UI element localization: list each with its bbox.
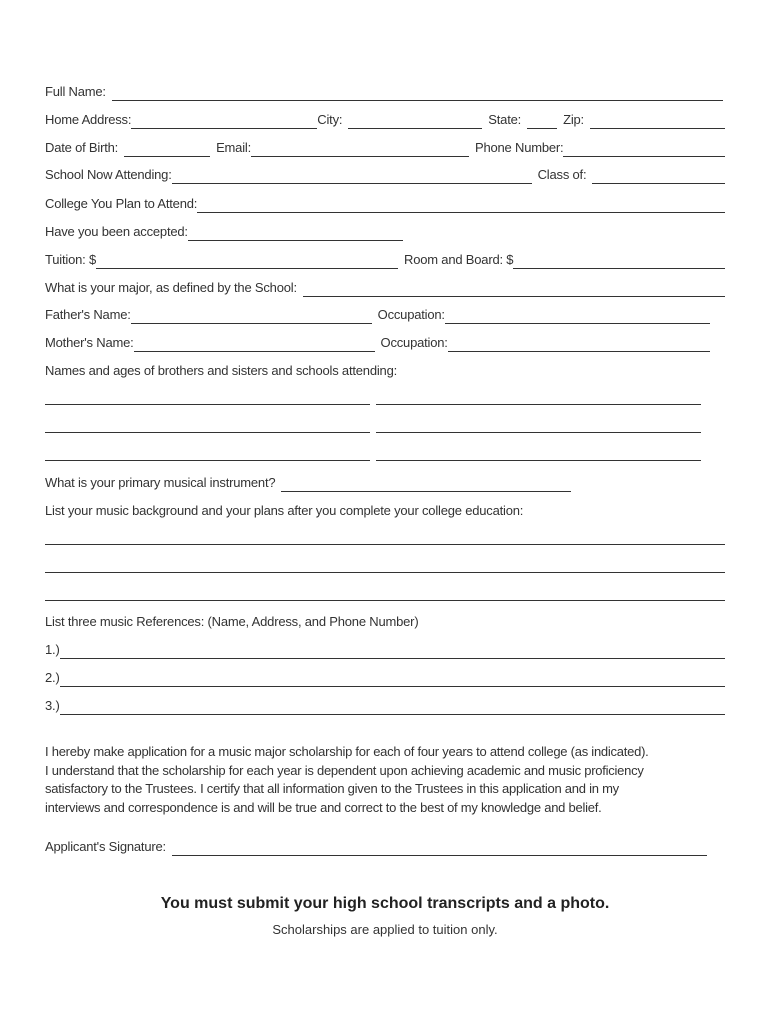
father-occupation-label: Occupation:: [377, 307, 445, 322]
mother-name-field[interactable]: [134, 337, 375, 352]
reference-2-label: 2.): [45, 670, 60, 685]
declaration-paragraph: [45, 743, 725, 817]
home-address-label: Home Address:: [45, 112, 132, 127]
father-name-label: Father's Name:: [45, 307, 131, 322]
music-background-line-1[interactable]: [45, 544, 725, 545]
major-label: What is your major, as defined by the School:: [45, 280, 297, 295]
state-label: State:: [488, 112, 522, 127]
application-form: [45, 0, 725, 1024]
mother-occupation-label: Occupation:: [380, 335, 448, 350]
reference-row-3: [45, 697, 725, 715]
reference-3-label: 3.): [45, 698, 60, 713]
state-field[interactable]: [527, 114, 557, 129]
email-field[interactable]: [251, 142, 469, 157]
class-of-field[interactable]: [592, 169, 725, 184]
reference-1-label: 1.): [45, 642, 60, 657]
zip-label: Zip:: [563, 112, 584, 127]
declaration-line: I understand that the scholarship for each year is dependent upon achieving academic and music proficiency: [45, 762, 644, 778]
zip-field[interactable]: [590, 114, 725, 129]
declaration-line: satisfactory to the Trustees. I certify that all information given to the Trustees in this application and in my: [45, 781, 619, 796]
declaration-line: I hereby make application for a music major scholarship for each of four years to attend college (as indicated).: [45, 744, 649, 759]
accepted-label: Have you been accepted:: [45, 224, 188, 239]
music-background-line-3[interactable]: [45, 600, 725, 601]
father-row: [45, 306, 710, 324]
reference-row-1: [45, 641, 725, 659]
class-of-label: Class of:: [537, 167, 587, 182]
major-field[interactable]: [303, 282, 725, 297]
mother-occupation-field[interactable]: [448, 337, 710, 352]
sibling-line-left-3[interactable]: [45, 460, 370, 461]
music-background-row: [45, 502, 725, 520]
instrument-field[interactable]: [281, 477, 571, 492]
full-name-field[interactable]: [112, 86, 723, 101]
dob-field[interactable]: [124, 142, 210, 157]
sibling-line-right-1[interactable]: [376, 404, 701, 405]
music-background-label: List your music background and your plans after you complete your college education:: [45, 503, 524, 518]
reference-row-2: [45, 669, 725, 687]
school-now-field[interactable]: [172, 169, 532, 184]
reference-1-field[interactable]: [60, 644, 725, 659]
phone-field[interactable]: [563, 142, 725, 157]
college-plan-field[interactable]: [197, 198, 725, 213]
instrument-row: [45, 474, 571, 492]
sibling-line-left-2[interactable]: [45, 432, 370, 433]
siblings-row: [45, 362, 725, 380]
accepted-row: [45, 223, 403, 241]
references-row: [45, 613, 725, 631]
music-background-line-2[interactable]: [45, 572, 725, 573]
tuition-field[interactable]: [96, 254, 398, 269]
siblings-label: Names and ages of brothers and sisters and schools attending:: [45, 363, 398, 378]
college-row: [45, 195, 725, 213]
dob-label: Date of Birth:: [45, 140, 119, 155]
sibling-line-left-1[interactable]: [45, 404, 370, 405]
reference-2-field[interactable]: [60, 672, 725, 687]
instrument-label: What is your primary musical instrument?: [45, 475, 276, 490]
room-board-label: Room and Board: $: [404, 252, 514, 267]
declaration-line: interviews and correspondence is and will be true and correct to the best of my knowledge and belief.: [45, 799, 602, 815]
tuition-notice: Scholarships are applied to tuition only.: [272, 922, 498, 937]
submission-notice: You must submit your high school transcripts and a photo.: [160, 895, 610, 912]
college-plan-label: College You Plan to Attend:: [45, 196, 198, 211]
signature-field[interactable]: [172, 841, 707, 856]
address-row: [45, 111, 725, 129]
mother-name-label: Mother's Name:: [45, 335, 134, 350]
sibling-line-right-2[interactable]: [376, 432, 701, 433]
tuition-label: Tuition: $: [45, 252, 96, 267]
father-name-field[interactable]: [131, 309, 372, 324]
full-name-row: [45, 83, 723, 101]
signature-label: Applicant's Signature:: [45, 839, 166, 854]
reference-3-field[interactable]: [60, 700, 725, 715]
city-label: City:: [317, 112, 343, 127]
major-row: [45, 279, 725, 297]
school-row: [45, 166, 725, 184]
costs-row: [45, 251, 725, 269]
contact-row: [45, 139, 725, 157]
email-label: Email:: [216, 140, 251, 155]
school-now-label: School Now Attending:: [45, 167, 172, 182]
city-field[interactable]: [348, 114, 482, 129]
signature-row: [45, 838, 707, 856]
home-address-field[interactable]: [131, 114, 317, 129]
room-board-field[interactable]: [513, 254, 725, 269]
father-occupation-field[interactable]: [445, 309, 710, 324]
phone-label: Phone Number:: [475, 140, 564, 155]
mother-row: [45, 334, 710, 352]
full-name-label: Full Name:: [45, 84, 106, 99]
sibling-line-right-3[interactable]: [376, 460, 701, 461]
references-label: List three music References: (Name, Address, and Phone Number): [45, 614, 419, 629]
accepted-field[interactable]: [188, 226, 403, 241]
